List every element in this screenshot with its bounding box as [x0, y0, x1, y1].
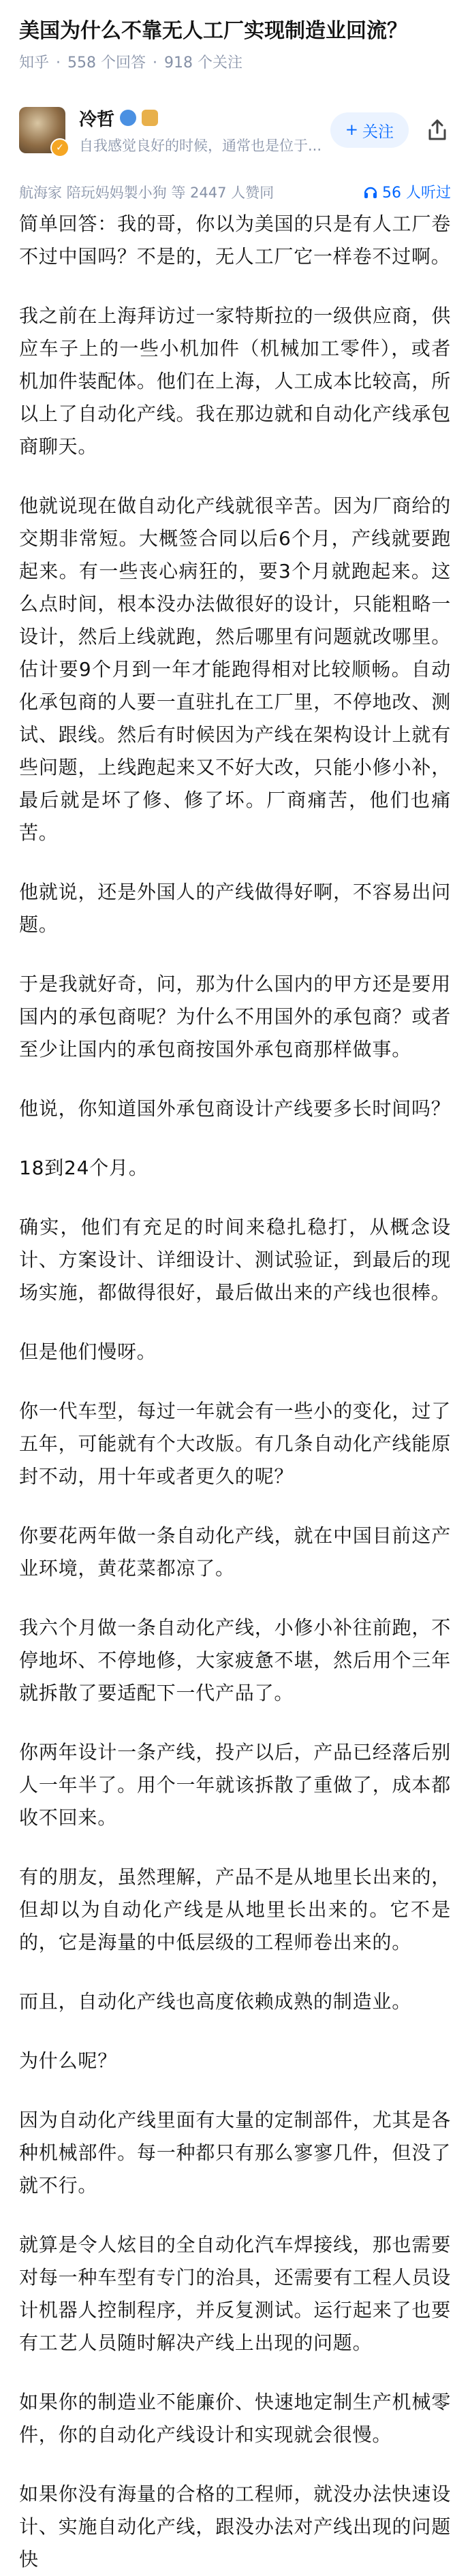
- author-name-line: [79, 106, 330, 131]
- share-icon[interactable]: [424, 116, 451, 144]
- listen-button[interactable]: [363, 181, 451, 202]
- question-title[interactable]: 美国为什么不靠无人工厂实现制造业回流？: [19, 19, 407, 43]
- verified-badge-icon: ✓: [50, 138, 69, 157]
- plus-icon: +: [345, 121, 358, 139]
- answers-count[interactable]: 558 个回答: [67, 54, 146, 72]
- avatar[interactable]: [19, 107, 65, 153]
- author-bio: 自我感觉良好的时候，通常也是位于...: [79, 137, 322, 154]
- paragraph: 18到24个月。: [19, 1157, 148, 1179]
- paragraph: 但是他们慢呀。: [19, 1340, 157, 1363]
- paragraph: 如果你没有海量的合格的工程师，就没办法快速设计、实施自动化产线，跟没办法对产线出现的问题快: [19, 2483, 451, 2571]
- paragraph: 于是我就好奇，问，那为什么国内的甲方还是要用国内的承包商呢？为什么不用国外的承包商？或者至少让国内的承包商按国外承包商那样做事。: [19, 973, 451, 1061]
- headphones-icon: [363, 185, 378, 200]
- paragraph: 你要花两年做一条自动化产线，就在中国目前这产业环境，黄花菜都凉了。: [19, 1524, 451, 1580]
- paragraph: 简单回答：我的哥，你以为美国的只是有人工厂卷不过中国吗？不是的，无人工厂它一样卷不过啊。: [19, 213, 451, 268]
- paragraph: 因为自动化产线里面有大量的定制部件，尤其是各种机械部件。每一种都只有那么寥寥几件，但没了就不行。: [19, 2109, 451, 2197]
- paragraph: 你一代车型，每过一年就会有一些小的变化，过了五年，可能就有个大改版。有几条自动化产线能原封不动，用十年或者更久的呢？: [19, 1400, 451, 1488]
- level-badge-icon: [142, 110, 158, 126]
- paragraph: 你两年设计一条产线，投产以后，产品已经落后别人一年半了。用个一年就该拆散了重做了，成本都收不回来。: [19, 1741, 451, 1829]
- follow-label: 关注: [362, 123, 394, 141]
- author-name[interactable]: 冷哲: [79, 109, 115, 130]
- paragraph: 如果你的制造业不能廉价、快速地定制生产机械零件，你的自动化产线设计和实现就会很慢。: [19, 2391, 451, 2446]
- paragraph: 我之前在上海拜访过一家特斯拉的一级供应商，供应车子上的一些小机加件（机械加工零件），或者机加件装配体。他们在上海，人工成本比较高，所以上了自动化产线。我在那边就和自动化产线承包商聊天。: [19, 304, 451, 458]
- followers-count: 918 个关注: [164, 54, 243, 72]
- paragraph: 我六个月做一条自动化产线，小修小补往前跑，不停地坏、不停地修，大家疲惫不堪，然后用个三年就拆散了要适配下一代产品了。: [19, 1616, 451, 1704]
- paragraph: 他说，你知道国外承包商设计产线要多长时间吗？: [19, 1097, 451, 1120]
- answer-meta: [19, 181, 451, 202]
- answer-content: [19, 208, 451, 2576]
- paragraph: 确实，他们有充足的时间来稳扎稳打，从概念设计、方案设计、详细设计、测试验证，到最后的现场实施，都做得很好，最后做出来的产线也很棒。: [19, 1216, 451, 1304]
- paragraph: 有的朋友，虽然理解，产品不是从地里长出来的，但却以为自动化产线是从地里长出来的。它不是的，它是海量的中低层级的工程师卷出来的。: [19, 1866, 451, 1953]
- creator-badge-icon: [120, 110, 136, 126]
- site-name: 知乎: [19, 54, 50, 72]
- paragraph: 而且，自动化产线也高度依赖成熟的制造业。: [19, 1990, 412, 2013]
- author-info: [79, 106, 330, 155]
- paragraph: 他就说现在做自动化产线就很辛苦。因为厂商给的交期非常短。大概签合同以后6个月，产线就要跑起来。有一些丧心病狂的，要3个月就跑起来。这么点时间，根本没办法做很好的设计，只能粗略一设计，然后上线就跑，然后哪里有问题就改哪里。估计要9个月到一年才能跑得相对比较顺畅。自动化承包商的人要一直驻扎在工厂里，不停地改、测试、跟线。然后有时候因为产线在架构设计上就有些问题，上线跑起来又不好大改，只能小修小补，最后就是坏了修、修了坏。厂商痛苦，他们也痛苦。: [19, 494, 451, 844]
- follow-button[interactable]: [330, 112, 409, 148]
- listen-count: 56 人听过: [382, 185, 451, 202]
- paragraph: 就算是令人炫目的全自动化汽车焊接线，那也需要对每一种车型有专门的治具，还需要有工程人员设计机器人控制程序，并反复测试。运行起来了也要有工艺人员随时解决产线上出现的问题。: [19, 2233, 451, 2354]
- paragraph: 为什么呢？: [19, 2049, 118, 2072]
- author-row: [19, 104, 451, 157]
- upvote-summary[interactable]: 航海家 陪玩妈妈製小狗 等 2447 人赞同: [19, 184, 275, 201]
- paragraph: 他就说，还是外国人的产线做得好啊，不容易出问题。: [19, 881, 451, 936]
- question-meta: 知乎 · 558 个回答 · 918 个关注: [19, 54, 243, 72]
